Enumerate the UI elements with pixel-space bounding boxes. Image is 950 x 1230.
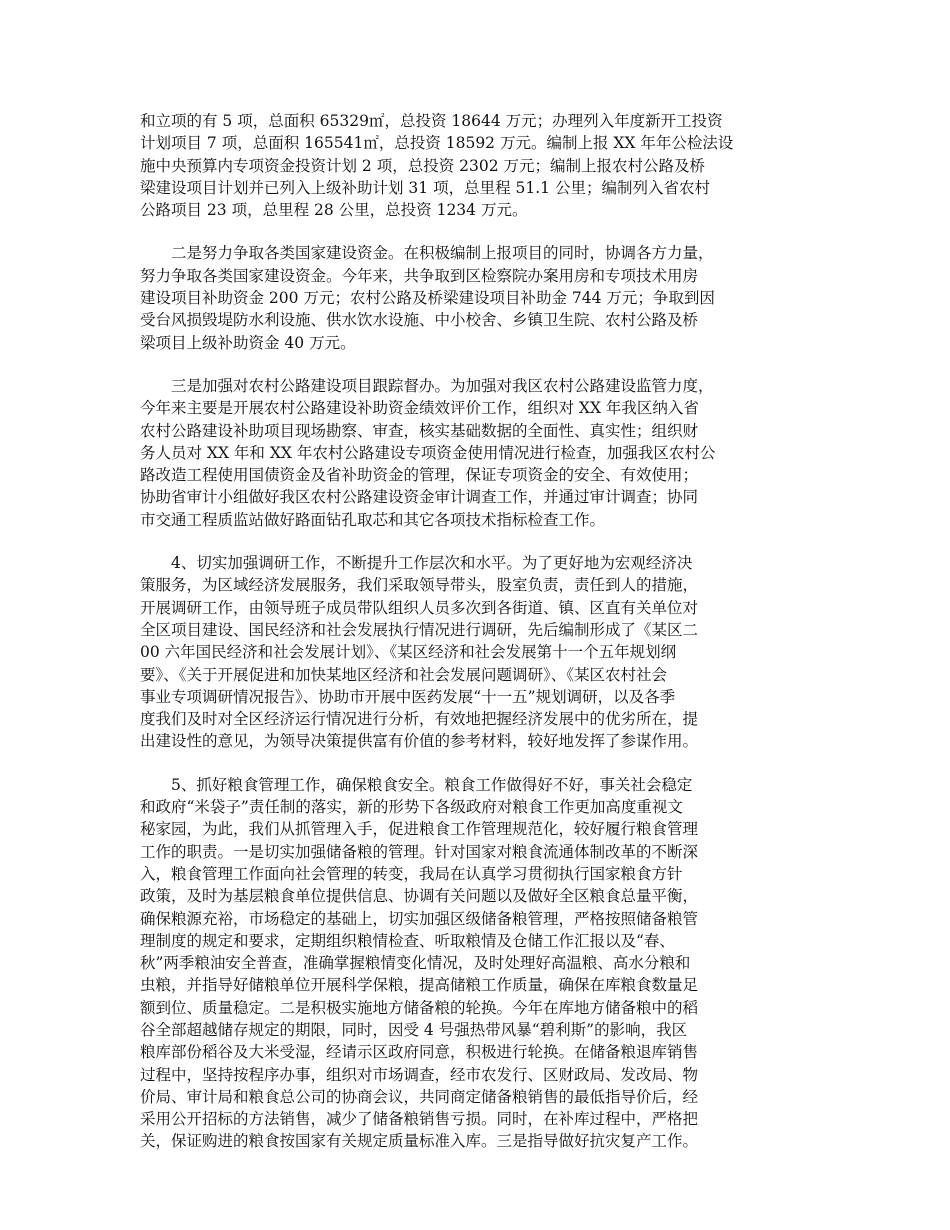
paragraph-grain-management [140,774,820,1153]
text-line: 00 六年国民经济和社会发展计划》、《某区经济和社会发展第十一个五年规划纲 [140,643,677,662]
paragraph-research-work [140,552,820,753]
text-line: 市交通工程质监站做好路面钻孔取芯和其它各项技术指标检查工作。 [140,510,606,529]
text-line: 农村公路建设补助项目现场勘察、审查，核实基础数据的全面性、真实性；组织财 [140,421,699,440]
text-line: 三是加强对农村公路建设项目跟踪督办。为加强对我区农村公路建设监管力度， [171,376,714,395]
text-line: 额到位、质量稳定。二是积极实施地方储备粮的轮换。今年在库地方储备粮中的稻 [140,998,699,1017]
text-line: 务人员对 XX 年和 XX 年农村公路建设专项资金使用情况进行检查，加强我区农村公 [140,443,716,462]
text-line: 采用公开招标的方法销售，减少了储备粮销售亏损。同时，在补库过程中，严格把 [140,1110,699,1129]
text-line: 入，粮食管理工作面向社会管理的转变，我局在认真学习贯彻执行国家粮食方针 [140,864,683,883]
text-line: 今年来主要是开展农村公路建设补助资金绩效评价工作，组织对 XX 年我区纳入省 [140,399,699,418]
text-line: 谷全部超越储存规定的期限，同时，因受 4 号强热带风暴“碧利斯”的影响，我区 [140,1020,688,1039]
text-line: 策服务，为区域经济发展服务，我们采取领导带头，股室负责，责任到人的措施， [140,576,699,595]
text-line: 计划项目 7 项，总面积 165541㎡，总投资 18592 万元。编制上报 XX 年年公检法设 [140,134,734,153]
text-line: 要》、《关于开展促进和加快某地区经济和社会发展问题调研》、《某区农村社会 [140,665,668,684]
text-line: 政策，及时为基层粮食单位提供信息、协调有关问题以及做好全区粮食总量平衡， [140,887,699,906]
paragraph-construction-funds [140,242,820,353]
text-line: 5、抓好粮食管理工作，确保粮食安全。粮食工作做得好不好，事关社会稳定 [171,775,693,794]
text-line: 梁建设项目计划并已列入上级补助计划 31 项，总里程 51.1 公里；编制列入省农村 [140,178,710,197]
text-line: 二是努力争取各类国家建设资金。在积极编制上报项目的同时，协调各方力量， [171,244,714,263]
text-line: 理制度的规定和要求，定期组织粮情检查、听取粮情及仓储工作汇报以及“春、 [140,931,675,950]
text-line: 事业专项调研情况报告》、协助市开展中医药发展“十一五”规划调研，以及各季 [140,687,676,706]
text-line: 公路项目 23 项，总里程 28 公里，总投资 1234 万元。 [140,201,528,220]
text-line: 价局、审计局和粮食总公司的协商会议，共同商定储备粮销售的最低指导价后，经 [140,1087,699,1106]
text-line: 建设项目补助资金 200 万元；农村公路及桥梁建设项目补助金 744 万元；争取到因 [140,289,715,308]
text-line: 路改造工程使用国债资金及省补助资金的管理，保证专项资金的安全、有效使用； [140,466,699,485]
text-line: 粮库部份稻谷及大米受湿，经请示区政府同意，积极进行轮换。在储备粮退库销售 [140,1043,699,1062]
text-line: 和政府“米袋子”责任制的落实，新的形势下各级政府对粮食工作更加高度重视文 [140,798,683,817]
text-line: 受台风损毁堤防水利设施、供水饮水设施、中小校舍、乡镇卫生院、农村公路及桥 [140,311,699,330]
text-line: 秋”两季粮油安全普查，准确掌握粮情变化情况，及时处理好高温粮、高水分粮和 [140,954,691,973]
text-line: 秘家园，为此，我们从抓管理入手，促进粮食工作管理规范化，较好履行粮食管理 [140,820,699,839]
text-line: 施中央预算内专项资金投资计划 2 项，总投资 2302 万元；编制上报农村公路及桥 [140,156,706,175]
text-line: 开展调研工作，由领导班子成员带队组织人员多次到各街道、镇、区直有关单位对 [140,598,699,617]
text-line: 梁项目上级补助资金 40 万元。 [140,333,356,352]
paragraph-rural-road-supervision [140,375,820,531]
text-line: 度我们及时对全区经济运行情况进行分析，有效地把握经济发展中的优劣所在，提 [140,710,699,729]
text-line: 确保粮源充裕，市场稳定的基础上，切实加强区级储备粮管理，严格按照储备粮管 [140,909,699,928]
text-line: 和立项的有 5 项，总面积 65329㎡，总投资 18644 万元；办理列入年度新开工投资 [140,112,723,130]
paragraph-project-planning [140,110,820,221]
text-line: 全区项目建设、国民经济和社会发展执行情况进行调研，先后编制形成了《某区二 [140,620,699,639]
text-line: 过程中，坚持按程序办事，组织对市场调查，经市农发行、区财政局、发改局、物 [140,1065,699,1084]
text-line: 工作的职责。一是切实加强储备粮的管理。针对国家对粮食流通体制改革的不断深 [140,842,699,861]
text-line: 出建设性的意见，为领导决策提供富有价值的参考材料，较好地发挥了参谋作用。 [140,732,699,751]
text-line: 4、切实加强调研工作，不断提升工作层次和水平。为了更好地为宏观经济决 [171,554,693,573]
text-line: 努力争取各类国家建设资金。今年来，共争取到区检察院办案用房和专项技术用房 [140,266,699,285]
text-line: 虫粮，并指导好储粮单位开展科学保粮，提高储粮工作质量，确保在库粮食数量足 [140,976,699,995]
text-line: 关，保证购进的粮食按国家有关规定质量标准入库。三是指导做好抗灾复产工作。 [140,1132,699,1151]
document-page [140,110,820,1153]
text-line: 协助省审计小组做好我区农村公路建设资金审计调查工作，并通过审计调查；协同 [140,488,699,507]
